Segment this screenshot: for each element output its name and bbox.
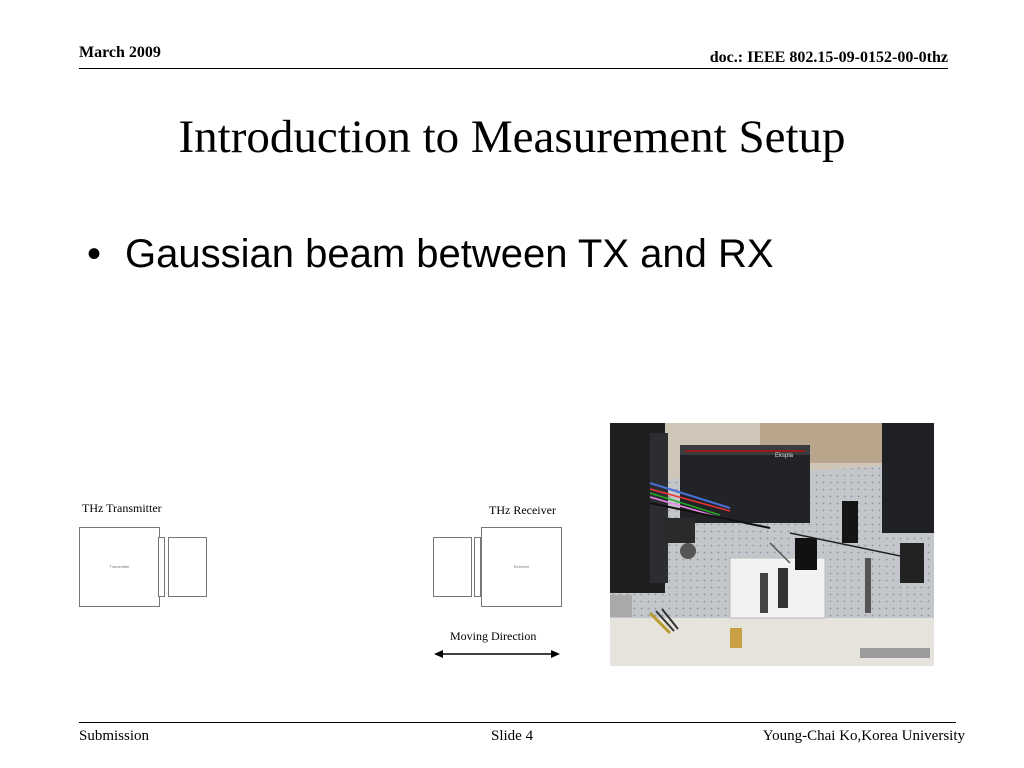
transmitter-box	[79, 527, 160, 607]
header-doc-id: doc.: IEEE 802.15-09-0152-00-0thz	[709, 49, 948, 66]
bullet-text: Gaussian beam between TX and RX	[125, 232, 774, 276]
receiver-lens-mount	[474, 537, 481, 597]
bullet-dot-icon: •	[87, 232, 102, 276]
transmitter-box-text: Transmitter	[109, 564, 130, 569]
moving-direction-arrow-icon	[434, 647, 560, 661]
footer-author: Young-Chai Ko,Korea University	[762, 728, 965, 744]
receiver-box	[481, 527, 562, 607]
header-divider	[79, 68, 948, 69]
transmitter-horn	[168, 537, 207, 597]
setup-photo	[610, 423, 934, 666]
transmitter-lens-mount	[158, 537, 165, 597]
footer-divider	[79, 722, 956, 723]
header-date: March 2009	[79, 44, 161, 61]
moving-direction-label: Moving Direction	[450, 629, 537, 643]
footer-slide-number: Slide 4	[491, 728, 534, 744]
receiver-horn	[433, 537, 472, 597]
rx-label: THz Receiver	[489, 503, 556, 517]
bullet-item	[87, 232, 774, 277]
receiver-box-text: Receiver	[513, 564, 530, 569]
photo-logo-text: Ekspla	[775, 453, 794, 459]
slide-title: Introduction to Measurement Setup	[178, 111, 846, 163]
footer-submission: Submission	[79, 728, 150, 744]
tx-label: THz Transmitter	[82, 501, 162, 515]
